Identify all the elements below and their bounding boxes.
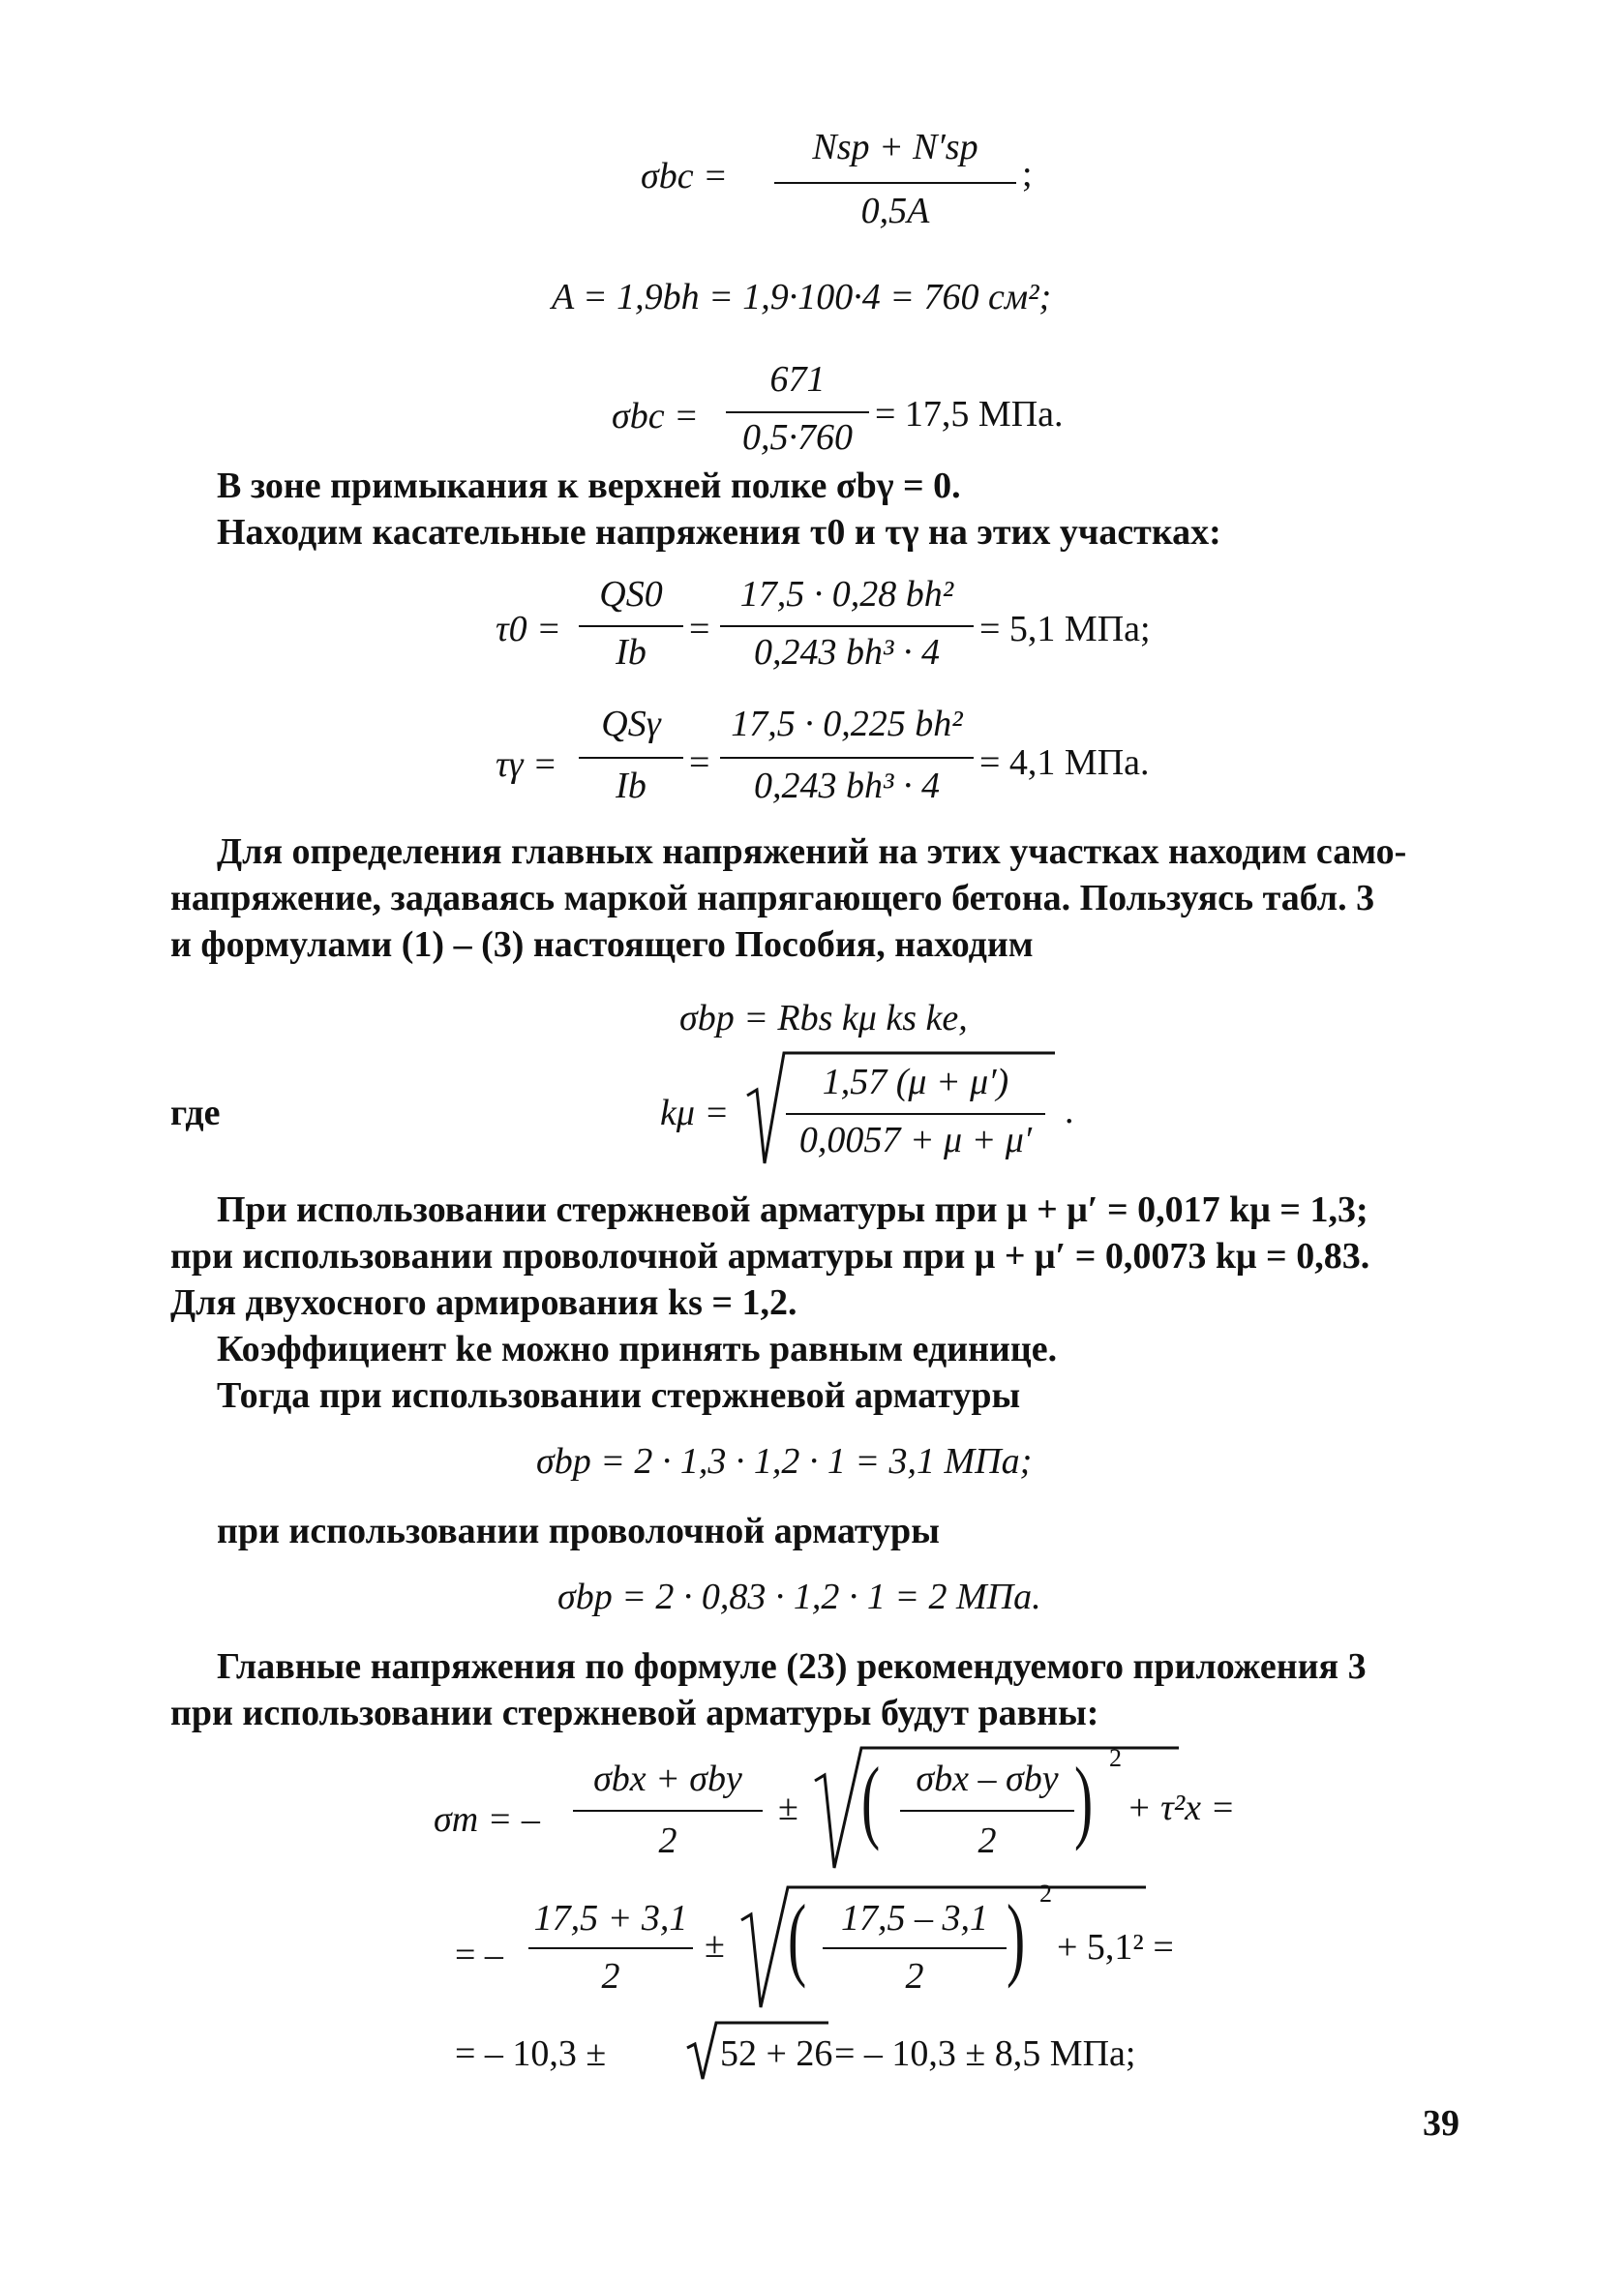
fraction-bar (900, 1810, 1074, 1812)
f5-den1: Ib (616, 766, 647, 806)
f5-eq: = (689, 742, 710, 783)
f5-den2: 0,243 bh³ · 4 (754, 766, 940, 806)
f3-den: 0,5·760 (742, 417, 853, 458)
f11-exp: 2 (1039, 1880, 1052, 1908)
f11-num: 17,5 + 3,1 (533, 1898, 688, 1939)
f4-num1: QS0 (599, 574, 663, 615)
paragraph-line: Для двухосного армирования ks = 1,2. (170, 1282, 797, 1323)
f10-pm: ± (778, 1788, 798, 1828)
fraction-bar (573, 1810, 763, 1812)
f10-iden: 2 (977, 1820, 997, 1861)
f4-eq: = (689, 609, 710, 649)
f3-rhs: = 17,5 МПа. (875, 394, 1064, 435)
page-number: 39 (1423, 2103, 1459, 2144)
f1-num: Nsp + N′sp (812, 127, 978, 167)
fraction-bar (823, 1947, 1007, 1949)
paragraph-line: напряжение, задаваясь маркой напрягающего бетона. Пользуясь табл. 3 (170, 878, 1375, 918)
f10-exp: 2 (1109, 1744, 1122, 1772)
f11-pm: ± (705, 1925, 725, 1966)
f10-inum: σbx – σby (916, 1759, 1059, 1799)
fraction-bar (720, 625, 974, 627)
f5-rhs: = 4,1 МПа. (979, 742, 1150, 783)
fraction-bar (774, 182, 1016, 184)
f10-plus: + τ²x = (1127, 1788, 1236, 1828)
formula-sigma-bp-general: σbp = Rbs kμ ks ke, (679, 998, 968, 1038)
f1-tail: ; (1022, 154, 1033, 195)
f12-radicand: 52 + 26 (720, 2033, 833, 2074)
f1-lhs: σbc = (641, 156, 728, 196)
paren-open: ( (861, 1748, 881, 1851)
formula-area: A = 1,9bh = 1,9·100·4 = 760 см²; (552, 277, 1052, 317)
f11-iden: 2 (905, 1956, 924, 1997)
f12-a: = – 10,3 ± (455, 2033, 607, 2074)
f11-den: 2 (601, 1956, 620, 1997)
f12-b: = – 10,3 ± 8,5 МПа; (834, 2033, 1136, 2074)
paragraph-line: Находим касательные напряжения τ0 и τγ на этих участках: (217, 512, 1221, 553)
f11-lhs: = – (455, 1935, 503, 1975)
f4-lhs: τ0 = (496, 609, 561, 649)
f10-den: 2 (658, 1820, 677, 1861)
f3-num: 671 (769, 359, 826, 400)
f7-tail: . (1065, 1091, 1074, 1131)
formula-sigma-bp-rod: σbp = 2 · 1,3 · 1,2 · 1 = 3,1 МПа; (536, 1441, 1033, 1482)
paren-close: ) (1007, 1885, 1026, 1989)
paragraph-line: Коэффициент ke можно принять равным единице. (217, 1329, 1058, 1369)
paragraph-line: при использовании проволочной арматуры (217, 1511, 940, 1551)
f10-num: σbx + σby (593, 1759, 742, 1799)
f4-den2: 0,243 bh³ · 4 (754, 632, 940, 673)
paragraph-line: Для определения главных напряжений на этих участках находим само- (217, 831, 1407, 872)
formula-sigma-bp-wire: σbp = 2 · 0,83 · 1,2 · 1 = 2 МПа. (557, 1577, 1041, 1617)
fraction-bar (528, 1947, 693, 1949)
word-gde: где (170, 1093, 221, 1133)
f5-lhs: τγ = (496, 744, 557, 785)
f5-num2: 17,5 · 0,225 bh² (731, 704, 963, 744)
f4-rhs: = 5,1 МПа; (979, 609, 1151, 649)
paragraph-line: при использовании стержневой арматуры будут равны: (170, 1693, 1099, 1733)
f11-inum: 17,5 – 3,1 (841, 1898, 988, 1939)
paragraph-line: при использовании проволочной арматуры при μ + μ′ = 0,0073 kμ = 0,83. (170, 1236, 1370, 1277)
paragraph-line: В зоне примыкания к верхней полке σbγ = 0. (217, 466, 961, 506)
paren-close: ) (1074, 1748, 1094, 1851)
paren-open: ( (788, 1885, 807, 1989)
f7-den: 0,0057 + μ + μ′ (798, 1120, 1033, 1160)
paragraph-line: и формулами (1) – (3) настоящего Пособия, находим (170, 924, 1034, 965)
fraction-bar (726, 411, 869, 413)
fraction-bar (579, 757, 683, 759)
f7-num: 1,57 (μ + μ′) (822, 1062, 1009, 1102)
f11-plus: + 5,1² = (1057, 1927, 1174, 1968)
f5-num1: QSγ (601, 704, 661, 744)
f10-lhs: σm = – (434, 1799, 540, 1840)
paragraph-line: Тогда при использовании стержневой арматуры (217, 1375, 1021, 1416)
paragraph-line: Главные напряжения по формуле (23) рекомендуемого приложения 3 (217, 1646, 1367, 1687)
fraction-bar (579, 625, 683, 627)
f4-den1: Ib (616, 632, 647, 673)
f3-lhs: σbc = (612, 396, 699, 436)
fraction-bar (720, 757, 974, 759)
f7-lhs: kμ = (660, 1093, 730, 1133)
paragraph-line: При использовании стержневой арматуры при μ + μ′ = 0,017 kμ = 1,3; (217, 1189, 1368, 1230)
f1-den: 0,5A (860, 191, 930, 231)
f4-num2: 17,5 · 0,28 bh² (739, 574, 954, 615)
fraction-bar (786, 1113, 1045, 1115)
